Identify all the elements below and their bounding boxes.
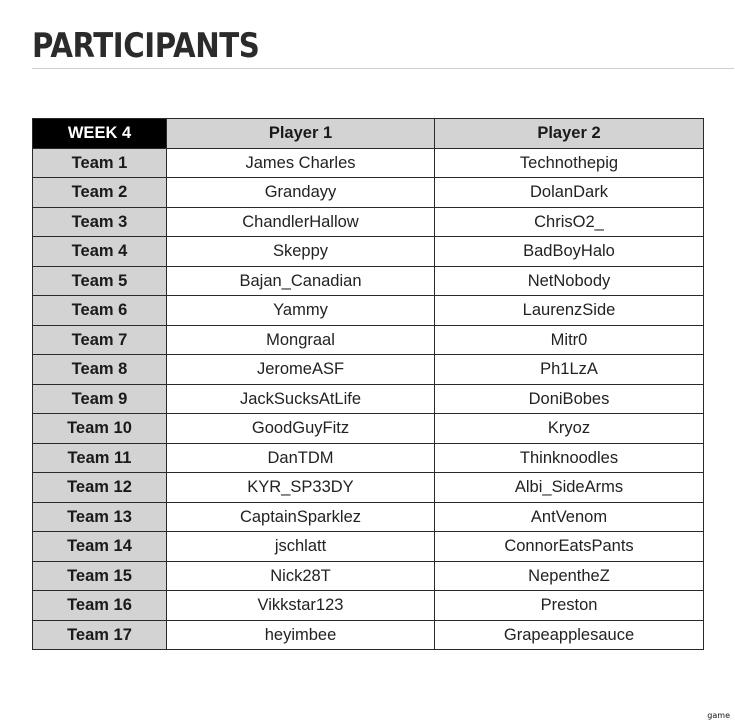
- team-cell: Team 2: [33, 178, 167, 208]
- player-2-cell: Thinknoodles: [435, 443, 704, 473]
- table-row: [33, 237, 704, 267]
- player-2-cell: ChrisO2_: [435, 207, 704, 237]
- title-divider: [32, 68, 734, 69]
- team-cell: Team 12: [33, 473, 167, 503]
- player-1-cell: CaptainSparklez: [167, 502, 435, 532]
- watermark: game: [707, 711, 730, 720]
- table-row: [33, 561, 704, 591]
- table-row: [33, 178, 704, 208]
- team-cell: Team 7: [33, 325, 167, 355]
- player-1-cell: JackSucksAtLife: [167, 384, 435, 414]
- player-2-cell: LaurenzSide: [435, 296, 704, 326]
- player-2-cell: NepentheZ: [435, 561, 704, 591]
- table-row: [33, 266, 704, 296]
- week-header: WEEK 4: [33, 119, 167, 149]
- player-1-header: Player 1: [167, 119, 435, 149]
- player-2-cell: Mitr0: [435, 325, 704, 355]
- team-cell: Team 11: [33, 443, 167, 473]
- team-cell: Team 6: [33, 296, 167, 326]
- player-1-cell: James Charles: [167, 148, 435, 178]
- player-1-cell: heyimbee: [167, 620, 435, 650]
- table-row: [33, 473, 704, 503]
- player-1-cell: GoodGuyFitz: [167, 414, 435, 444]
- table-row: [33, 532, 704, 562]
- team-cell: Team 15: [33, 561, 167, 591]
- table-row: [33, 502, 704, 532]
- table-header-row: [33, 119, 704, 149]
- table-row: [33, 443, 704, 473]
- player-2-cell: Technothepig: [435, 148, 704, 178]
- player-2-cell: DolanDark: [435, 178, 704, 208]
- player-2-cell: Albi_SideArms: [435, 473, 704, 503]
- table-row: [33, 620, 704, 650]
- player-1-cell: DanTDM: [167, 443, 435, 473]
- team-cell: Team 4: [33, 237, 167, 267]
- page-title: PARTICIPANTS: [32, 26, 260, 66]
- table-row: [33, 414, 704, 444]
- player-1-cell: KYR_SP33DY: [167, 473, 435, 503]
- table-row: [33, 355, 704, 385]
- team-cell: Team 17: [33, 620, 167, 650]
- team-cell: Team 14: [33, 532, 167, 562]
- team-cell: Team 13: [33, 502, 167, 532]
- player-1-cell: Bajan_Canadian: [167, 266, 435, 296]
- player-2-cell: Ph1LzA: [435, 355, 704, 385]
- player-2-cell: Kryoz: [435, 414, 704, 444]
- player-2-cell: Grapeapplesauce: [435, 620, 704, 650]
- participants-table: [32, 118, 704, 650]
- team-cell: Team 3: [33, 207, 167, 237]
- player-2-cell: NetNobody: [435, 266, 704, 296]
- team-cell: Team 5: [33, 266, 167, 296]
- team-cell: Team 16: [33, 591, 167, 621]
- table-row: [33, 325, 704, 355]
- table-row: [33, 148, 704, 178]
- player-1-cell: Skeppy: [167, 237, 435, 267]
- player-1-cell: Nick28T: [167, 561, 435, 591]
- player-1-cell: Mongraal: [167, 325, 435, 355]
- player-1-cell: Grandayy: [167, 178, 435, 208]
- player-2-cell: ConnorEatsPants: [435, 532, 704, 562]
- player-2-cell: DoniBobes: [435, 384, 704, 414]
- team-cell: Team 10: [33, 414, 167, 444]
- table-row: [33, 296, 704, 326]
- player-1-cell: ChandlerHallow: [167, 207, 435, 237]
- table-row: [33, 384, 704, 414]
- player-1-cell: jschlatt: [167, 532, 435, 562]
- table-row: [33, 207, 704, 237]
- team-cell: Team 9: [33, 384, 167, 414]
- player-2-header: Player 2: [435, 119, 704, 149]
- player-1-cell: Yammy: [167, 296, 435, 326]
- team-cell: Team 8: [33, 355, 167, 385]
- player-2-cell: BadBoyHalo: [435, 237, 704, 267]
- player-2-cell: Preston: [435, 591, 704, 621]
- table-row: [33, 591, 704, 621]
- player-1-cell: Vikkstar123: [167, 591, 435, 621]
- player-2-cell: AntVenom: [435, 502, 704, 532]
- player-1-cell: JeromeASF: [167, 355, 435, 385]
- team-cell: Team 1: [33, 148, 167, 178]
